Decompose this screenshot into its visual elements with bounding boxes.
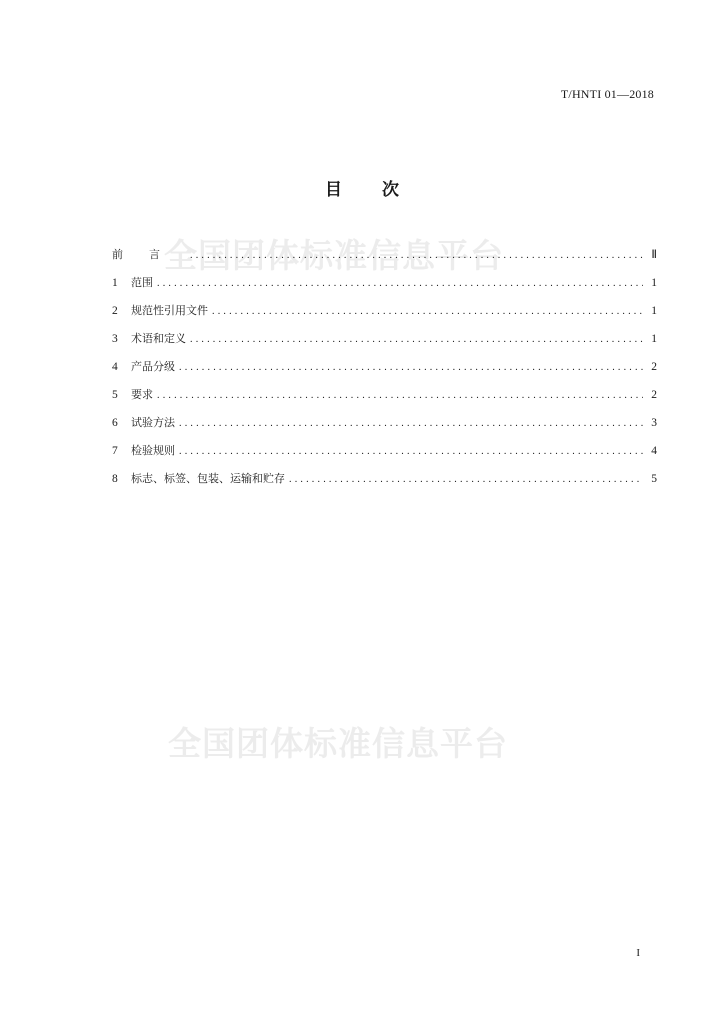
toc-section-number: 8 (112, 473, 118, 485)
toc-entry-2[interactable] (112, 302, 657, 330)
toc-entry-preface[interactable] (112, 246, 657, 274)
toc-page-number: Ⅱ (651, 249, 657, 261)
toc-leader-dots (179, 362, 643, 373)
toc-page-number: 5 (651, 473, 657, 485)
toc-entry-3[interactable] (112, 330, 657, 358)
toc-label: 标志、标签、包装、运输和贮存 (131, 472, 285, 485)
toc-section-number: 3 (112, 333, 118, 345)
toc-page-number: 1 (651, 277, 657, 289)
watermark-middle: 全国团体标准信息平台 (168, 724, 508, 763)
toc-page-number: 1 (651, 333, 657, 345)
title-char-2: 次 (382, 180, 399, 200)
toc-section-number: 1 (112, 277, 118, 289)
toc-section-number: 5 (112, 389, 118, 401)
standard-code: T/HNTI 01—2018 (560, 87, 654, 101)
toc-label: 要求 (131, 388, 153, 401)
toc-label: 范围 (131, 276, 153, 289)
toc-page-number: 3 (651, 417, 657, 429)
toc-leader-dots (179, 418, 643, 429)
toc-section-number: 7 (112, 445, 118, 457)
toc-section-number: 6 (112, 417, 118, 429)
title-char-1: 目 (325, 180, 342, 200)
toc-label: 试验方法 (131, 416, 175, 429)
toc-section-number: 2 (112, 305, 118, 317)
toc-entry-1[interactable] (112, 274, 657, 302)
toc-label: 产品分级 (131, 360, 175, 373)
toc-entry-4[interactable] (112, 358, 657, 386)
toc-entry-6[interactable] (112, 414, 657, 442)
toc-label: 前言 (112, 248, 186, 261)
page-title (0, 175, 724, 200)
toc-entry-5[interactable] (112, 386, 657, 414)
toc-leader-dots (179, 446, 643, 457)
toc-page-number: 2 (651, 361, 657, 373)
toc-leader-dots (157, 278, 643, 289)
toc-label: 规范性引用文件 (131, 304, 208, 317)
toc-leader-dots (157, 390, 643, 401)
toc-leader-dots (212, 306, 643, 317)
toc-page-number: 2 (651, 389, 657, 401)
toc-section-number: 4 (112, 361, 118, 373)
toc-leader-dots (190, 334, 643, 345)
page-number: I (636, 947, 640, 959)
table-of-contents (112, 246, 657, 498)
toc-leader-dots (289, 474, 643, 485)
toc-leader-dots (190, 250, 643, 261)
watermark-top: 全国团体标准信息平台 (164, 236, 504, 275)
toc-entry-7[interactable] (112, 442, 657, 470)
toc-page-number: 1 (651, 305, 657, 317)
toc-entry-8[interactable] (112, 470, 657, 498)
toc-page-number: 4 (651, 445, 657, 457)
toc-label: 术语和定义 (131, 332, 186, 345)
toc-label: 检验规则 (131, 444, 175, 457)
